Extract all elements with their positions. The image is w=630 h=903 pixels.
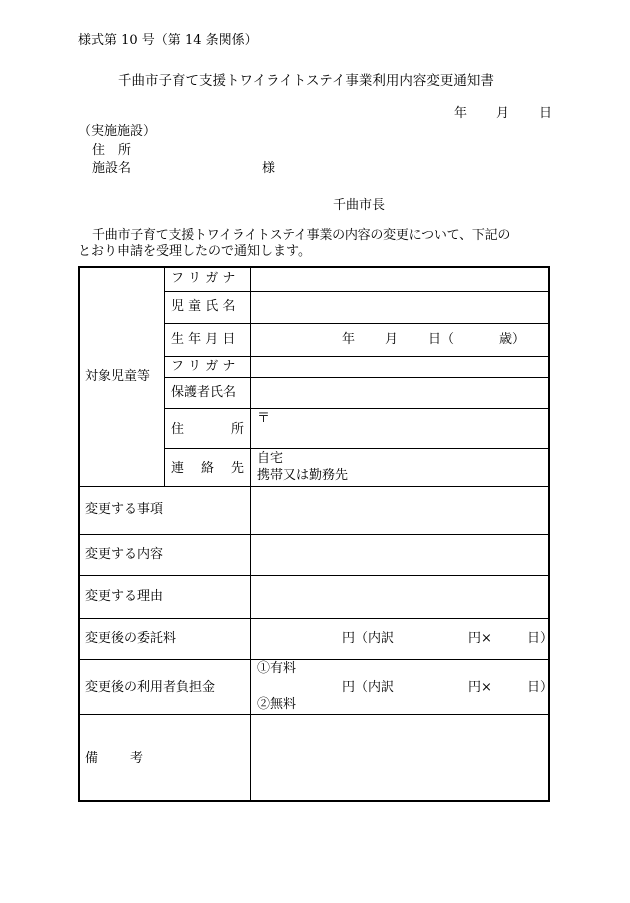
remarks-input[interactable] xyxy=(251,715,547,800)
birth-day-label: 日（ xyxy=(428,332,455,347)
contact-label-3: 先 xyxy=(231,461,245,476)
sender-name: 千曲市長 xyxy=(333,198,386,213)
body-line-2: とおり申請を受理したので通知します。 xyxy=(78,244,311,259)
new-fee-label: 変更後の委託料 xyxy=(85,631,177,646)
child-name-input[interactable] xyxy=(251,292,547,323)
address-input[interactable] xyxy=(251,409,547,448)
fee-yen-label: 円（内訳 xyxy=(342,631,395,646)
birth-year-label: 年 xyxy=(342,332,356,347)
target-child-label: 対象児童等 xyxy=(85,369,151,384)
date-day-label: 日 xyxy=(539,106,553,121)
change-content-label: 変更する内容 xyxy=(85,547,164,562)
furigana-label-1: フ リ ガ ナ xyxy=(171,271,236,286)
body-line-1: 千曲市子育て支援トワイライトステイ事業の内容の変更について、下記の xyxy=(92,228,511,243)
new-user-burden-label: 変更後の利用者負担金 xyxy=(85,680,216,695)
postal-mark: 〒 xyxy=(257,411,271,426)
contact-label-2: 絡 xyxy=(201,461,215,476)
address-label-right: 所 xyxy=(231,422,245,437)
change-reason-label: 変更する理由 xyxy=(85,589,164,604)
form-number: 様式第 10 号（第 14 条関係） xyxy=(78,33,258,48)
burden-days-label: 日） xyxy=(527,680,554,695)
furigana-input-2[interactable] xyxy=(251,357,547,377)
guardian-name-input[interactable] xyxy=(251,378,547,408)
recipient-facility-label: 施設名 xyxy=(92,161,132,176)
burden-yen-label: 円（内訳 xyxy=(342,680,395,695)
free-option[interactable]: ②無料 xyxy=(257,697,297,712)
remarks-label-2: 考 xyxy=(130,751,144,766)
furigana-label-2: フ リ ガ ナ xyxy=(171,359,236,374)
birthdate-label: 生 年 月 日 xyxy=(171,332,236,347)
address-label-left: 住 xyxy=(171,422,185,437)
birth-age-label: 歳） xyxy=(499,332,526,347)
fee-days-label: 日） xyxy=(527,631,554,646)
home-phone-label: 自宅 xyxy=(257,451,284,466)
burden-unit-label: 円× xyxy=(468,680,492,695)
document-title: 千曲市子育て支援トワイライトステイ事業利用内容変更通知書 xyxy=(118,73,494,89)
change-item-input[interactable] xyxy=(251,487,547,534)
date-month-label: 月 xyxy=(496,106,510,121)
recipient-honorific: 様 xyxy=(262,161,276,176)
paid-option[interactable]: ①有料 xyxy=(257,661,297,676)
guardian-name-label: 保護者氏名 xyxy=(171,385,237,400)
change-content-input[interactable] xyxy=(251,535,547,575)
recipient-label: （実施施設） xyxy=(78,124,157,139)
fee-unit-label: 円× xyxy=(468,631,492,646)
change-reason-input[interactable] xyxy=(251,576,547,618)
recipient-address-label: 住 所 xyxy=(92,143,132,158)
date-year-label: 年 xyxy=(454,106,468,121)
notification-table xyxy=(78,266,554,802)
mobile-or-work-label: 携帯又は勤務先 xyxy=(257,468,349,483)
remarks-label-1: 備 xyxy=(85,751,99,766)
contact-label-1: 連 xyxy=(171,461,185,476)
change-item-label: 変更する事項 xyxy=(85,502,164,517)
birth-month-label: 月 xyxy=(385,332,399,347)
child-name-label: 児 童 氏 名 xyxy=(171,299,236,314)
furigana-input-1[interactable] xyxy=(251,268,547,291)
